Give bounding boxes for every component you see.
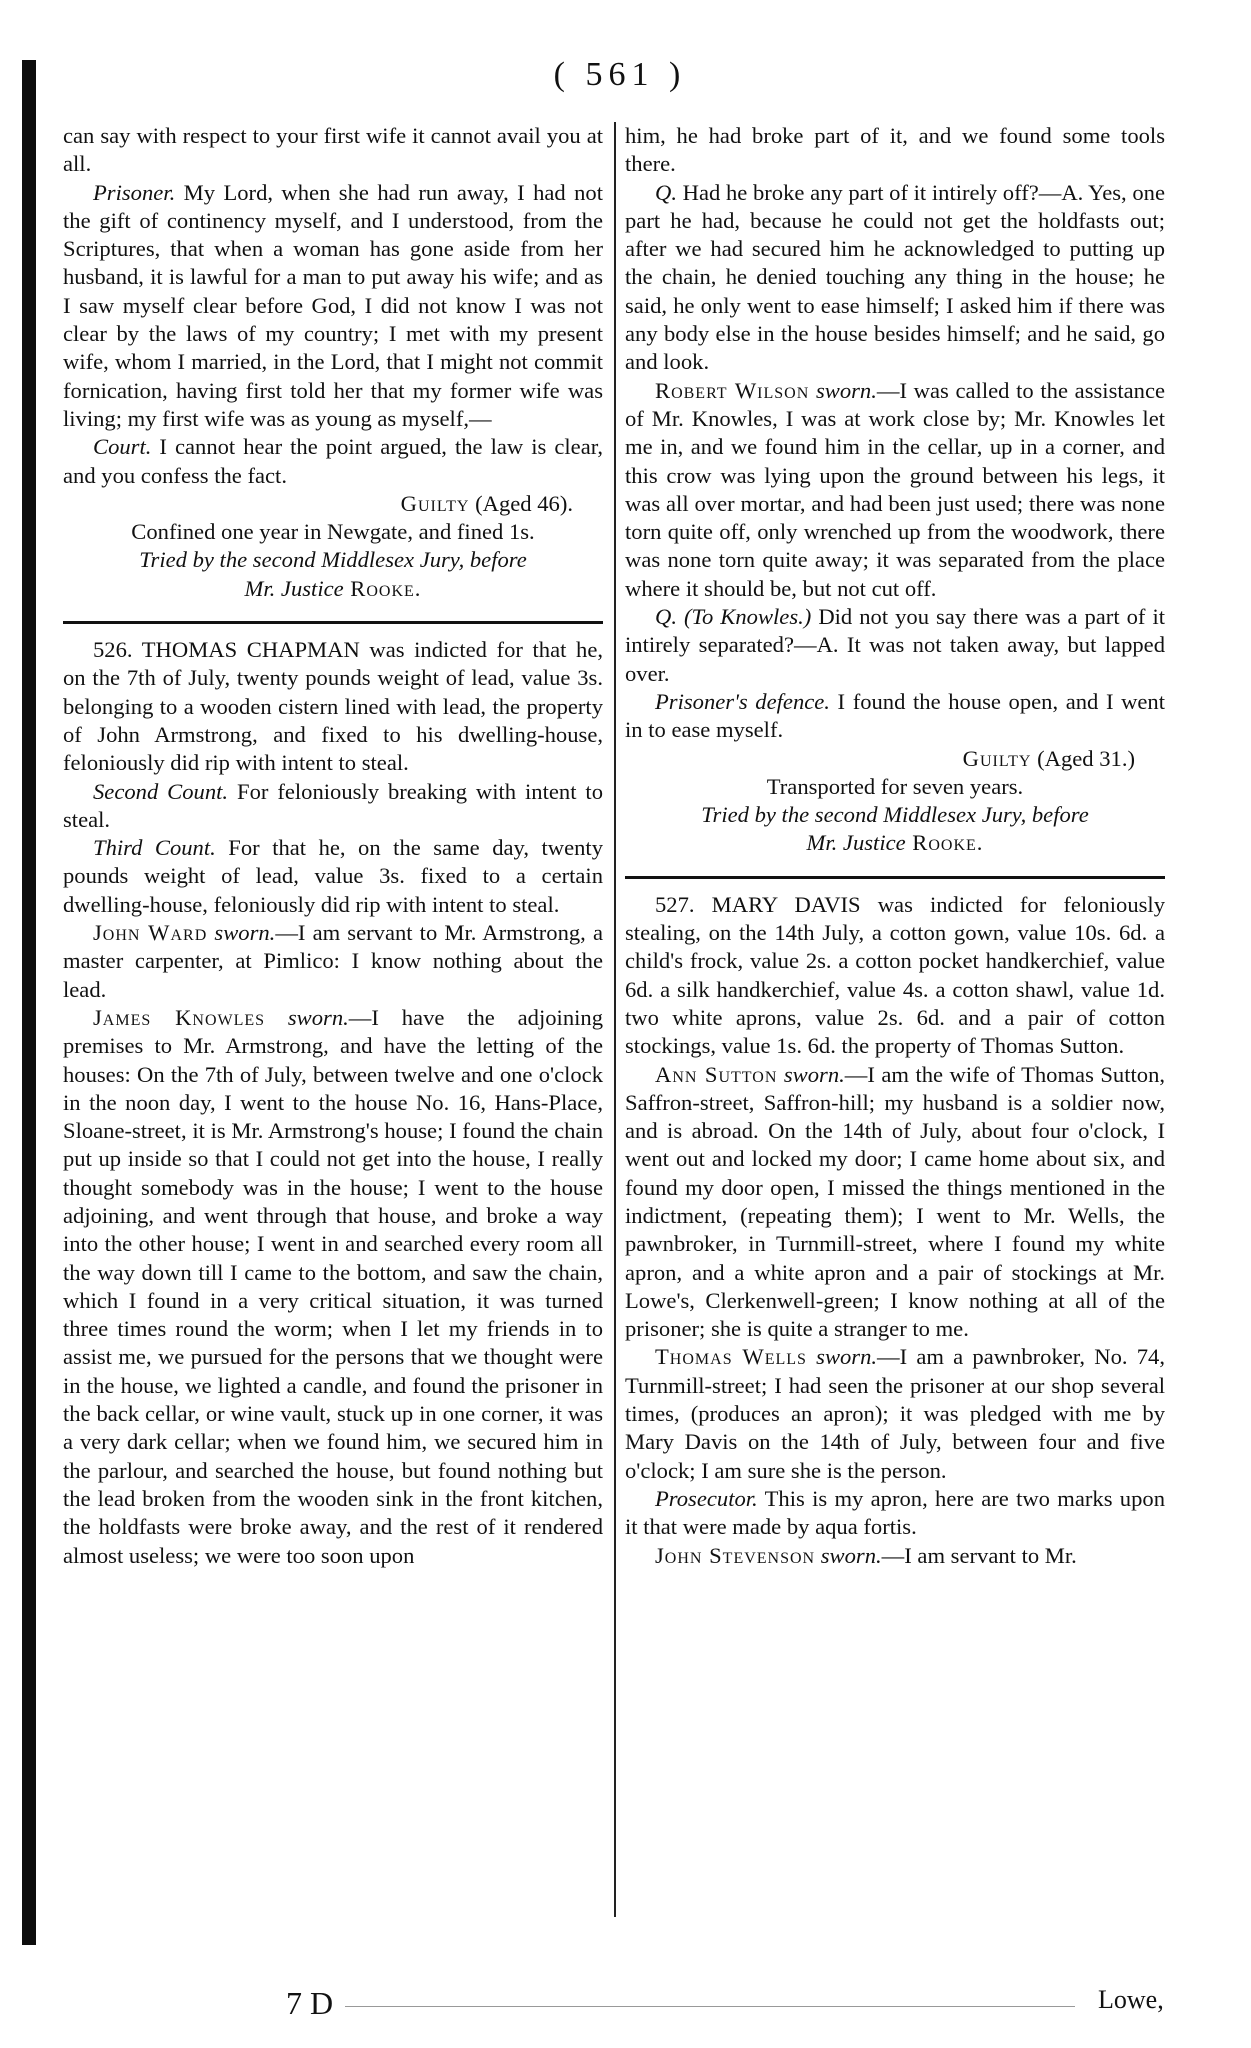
paragraph-text: For feloniously breaking with intent to steal. [63, 778, 603, 832]
paragraph-text: I found the house open, and I went in to ease myself. [625, 688, 1166, 743]
witness-name: John Stevenson [655, 1542, 816, 1568]
speaker-label: Prisoner. [93, 179, 176, 205]
speaker-label: sworn. [777, 1061, 845, 1087]
verdict-age: (Aged 31.) [1031, 745, 1135, 771]
paragraph [63, 1004, 603, 1570]
judge-line [63, 575, 603, 603]
paragraph-text: Had he broke any part of it intirely off?—A. Yes, one part he had, because he could not get the holdfasts out; after we had secured him he acknowledged to putting up the chain, he denied touching any thing in the house; he said, he only went to ease himself; I asked him if there was any body else in the house besides himself; and he said, go and look. [625, 179, 1165, 375]
judge-name: Rooke. [343, 575, 422, 601]
paragraph [625, 1542, 1165, 1570]
speaker-label: Q. (To Knowles.) [655, 604, 812, 630]
paragraph [63, 433, 603, 490]
paragraph [625, 1343, 1165, 1484]
case-heading [63, 636, 603, 777]
paragraph-text: I cannot hear the point argued, the law is clear, and you confess the fact. [63, 434, 603, 488]
defendant-name: MARY DAVIS [694, 891, 861, 917]
witness-name: John Ward [93, 920, 208, 946]
verdict [63, 490, 603, 518]
paragraph-text: For that he, on the same day, twenty pounds weight of lead, value 3s. fixed to a certain dwelling-house, feloniously did rip with intent to steal. [63, 835, 603, 917]
paragraph-text: was indicted for that he, on the 7th of July, twenty pounds weight of lead, value 3s. belonging to a wooden cistern lined with lead, the property of John Armstrong, and fixed to his dwelling-house, feloniously did rip with intent to steal. [63, 637, 603, 776]
paragraph [63, 834, 603, 919]
binding-edge [22, 60, 36, 1945]
paragraph [625, 377, 1165, 603]
witness-name: Ann Sutton [655, 1061, 778, 1087]
speaker-label: Second Count. [93, 778, 229, 804]
case-number: 527. [655, 891, 695, 917]
judge-line [625, 829, 1165, 857]
defendant-name: THOMAS CHAPMAN [132, 637, 360, 663]
paragraph [63, 179, 603, 434]
page-number: ( 561 ) [553, 56, 687, 93]
paragraph-text: —I am servant to Mr. [881, 1542, 1077, 1568]
paragraph-text: Did not you say there was a part of it intirely separated?—A. It was not taken away, but lapped over. [625, 604, 1166, 686]
speaker-label: Court. [93, 434, 152, 460]
verdict-word: Guilty [400, 490, 470, 516]
witness-name: Thomas Wells [655, 1344, 807, 1370]
paragraph-text: —I have the adjoining premises to Mr. Armstrong, and have the letting of the houses: On the 7th of July, between twelve and one o'clock in the noon day, I went to the house No. 16, Hans-Place, Sloane-street, it is Mr. Armstrong's house; I found the chain put up inside so that I could not get into the house, I really thought somebody was in the house; I went to the house adjoining, and went through that house, and broke a way into the other house; I went in and searched every room all the way down till I came to the bottom, and saw the chain, which I found in a very critical situation, it was turned three times round the worm; when I let my friends in to assist me, we pursued for the persons that we thought were in the house, we lighted a candle, and found the prisoner in the back cellar, or wine vault, stuck up in one corner, it was a very dark cellar; when we found him, we secured him in the parlour, and searched the house, but found nothing but the lead broken from the wooden sink in the front kitchen, the holdfasts were broke away, and the rest of it rendered almost useless; we were too soon upon [63, 1004, 604, 1568]
paragraph-text: Transported for seven years. [766, 773, 1024, 799]
paragraph-text: —I am a pawnbroker, No. 74, Turnmill-street; I had seen the prisoner at our shop several times, (produces an apron); it was pledged with me by Mary Davis on the 14th of July, between four and five o'clock; I am sure she is the person. [625, 1344, 1165, 1483]
paragraph [63, 122, 603, 179]
speaker-label: sworn. [265, 1004, 349, 1030]
footer-rule [345, 2006, 1075, 2007]
paragraph-text: was indicted for feloniously stealing, on the 14th July, a cotton gown, value 10s. 6d. a child's frock, value 2s. a cotton pocket handkerchief, value 6d. a silk handkerchief, value 4s. a cotton shawl, value 1d. two white aprons, value 2s. 6d. and a pair of cotton stockings, value 1s. 6d. the property of Thomas Sutton. [625, 891, 1165, 1059]
column-divider [614, 122, 616, 1917]
paragraph-text: Tried by the second Middlesex Jury, before [701, 802, 1089, 828]
case-number: 526. [93, 637, 133, 663]
paragraph-text: My Lord, when she had run away, I had not the gift of continency myself, and I understood, from the Scriptures, that when a woman has gone aside from her husband, it is lawful for a man to put away his wife; and as I saw myself clear before God, I did not know I was not clear by the laws of my country; I met with my present wife, whom I married, in the Lord, that I might not commit fornication, having first told her that my former wife was living; my first wife was as young as myself,— [63, 179, 603, 431]
case-heading [625, 891, 1165, 1061]
right-column [625, 122, 1165, 1922]
catchword: Lowe, [1098, 1985, 1164, 2014]
witness-name: James Knowles [93, 1004, 266, 1030]
speaker-label: sworn. [207, 920, 276, 946]
judge-title: Mr. Justice [244, 575, 344, 601]
verdict-age: (Aged 46). [469, 490, 573, 516]
paragraph-text: —I am servant to Mr. Armstrong, a master carpenter, at Pimlico: I know nothing about the lead. [63, 920, 603, 1002]
paragraph [625, 688, 1165, 745]
paragraph [63, 778, 603, 835]
judge-name: Rooke. [905, 830, 984, 856]
paragraph-text: him, he had broke part of it, and we found some tools there. [625, 123, 1165, 177]
section-rule [625, 876, 1165, 879]
paragraph [625, 1061, 1165, 1344]
speaker-label: Prosecutor. [655, 1485, 758, 1511]
speaker-label: Prisoner's defence. [655, 688, 830, 714]
paragraph-text: Confined one year in Newgate, and fined 1s. [131, 519, 535, 545]
paragraph [625, 179, 1165, 377]
paragraph [625, 122, 1165, 179]
paragraph [63, 546, 603, 574]
witness-name: Robert Wilson [655, 377, 810, 403]
paragraph-text: —I am the wife of Thomas Sutton, Saffron-street, Saffron-hill; my husband is a soldier now, and is abroad. On the 14th of July, about four o'clock, I went out and locked my door; I came home about six, and found my door open, I missed the things mentioned in the indictment, (repeating them); I went to Mr. Wells, the pawnbroker, in Turnmill-street, where I found my white apron, and a white apron and a pair of stockings at Mr. Lowe's, Clerkenwell-green; I know nothing at all of the prisoner; she is quite a stranger to me. [625, 1061, 1166, 1342]
paragraph [625, 801, 1165, 829]
paragraph [625, 1485, 1165, 1542]
speaker-label: sworn. [809, 377, 877, 403]
paragraph [625, 603, 1165, 688]
left-column [63, 122, 603, 1922]
speaker-label: Third Count. [93, 835, 216, 861]
paragraph-text: Tried by the second Middlesex Jury, before [139, 547, 527, 573]
judge-title: Mr. Justice [806, 830, 906, 856]
signature-mark: 7 D [286, 1985, 334, 2021]
paragraph [625, 773, 1165, 801]
verdict-word: Guilty [962, 745, 1032, 771]
paragraph-text: This is my apron, here are two marks upon it that were made by aqua fortis. [625, 1485, 1165, 1540]
section-rule [63, 621, 603, 624]
paragraph [63, 518, 603, 546]
paragraph-text: —I was called to the assistance of Mr. Knowles, I was at work close by; Mr. Knowles let me in, and we found him in the cellar, up in a corner, and this crow was lying upon the ground between his legs, it was all over mortar, and had been just used; there was none torn quite off, only wrenched up from the woodwork, there was none torn quite away; it was separated from the place where it should be, but not cut off. [625, 377, 1166, 601]
verdict [625, 745, 1165, 773]
paragraph-text: can say with respect to your first wife it cannot avail you at all. [63, 123, 603, 177]
speaker-label: sworn. [815, 1542, 882, 1568]
speaker-label: sworn. [806, 1344, 878, 1370]
paragraph [63, 919, 603, 1004]
speaker-label: Q. [655, 179, 677, 205]
